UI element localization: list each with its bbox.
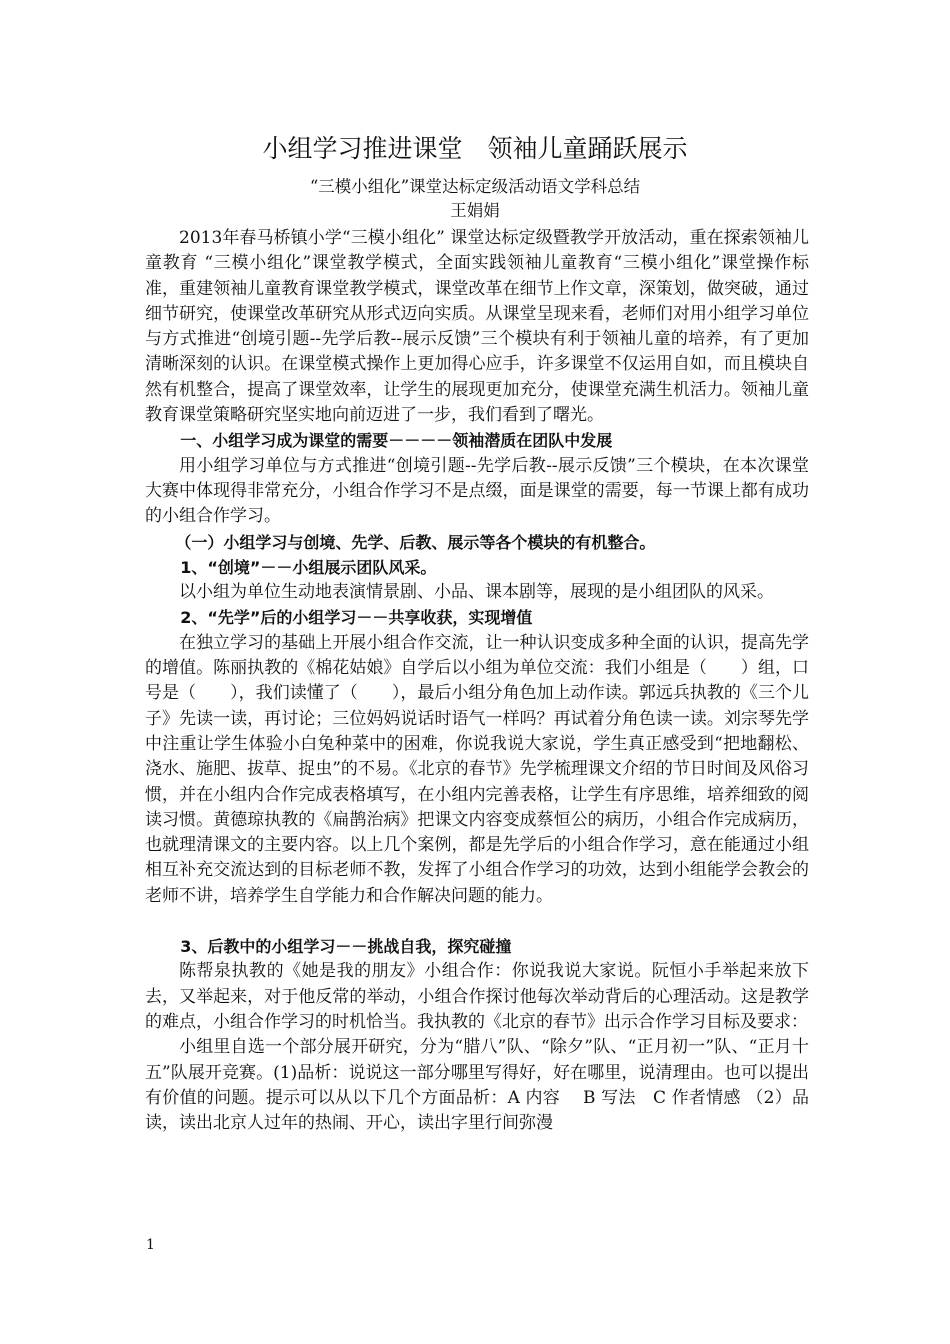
item-3-paragraph: 陈帮泉执教的《她是我的朋友》小组合作：你说我说大家说。阮恒小手举起来放下去，又举起来，对于他反常的举动，小组合作探讨他每次举动背后的心理活动。这是教学的难点，小组合作学习的时机恰当。我执教的《北京的春节》出示合作学习目标及要求： <box>145 961 809 1032</box>
document-title: 小组学习推进课堂 领袖儿童踊跃展示 <box>262 134 688 163</box>
item-3-task-paragraph: 小组里自选一个部分展开研究，分为“腊八”队、“除夕”队、“正月初一”队、“正月十五”队展开竞赛。(1)品析：说说这一部分哪里写得好，好在哪里，说清理由。也可以提出有价值的问题。提示可以从以下几个方面品析：A 内容 B 写法 C 作者情感 （2）品读，读出北京人过年的热闹、开心，读出字里行间弥漫 <box>145 1037 809 1134</box>
page-number: 1 <box>146 1237 155 1253</box>
section-1-paragraph: 用小组学习单位与方式推进“创境引题--先学后教--展示反馈”三个模块，在本次课堂大赛中体现得非常充分，小组合作学习不是点缀，面是课堂的需要，每一节课上都有成功的小组合作学习。 <box>145 455 809 527</box>
intro-paragraph: 2013年春马桥镇小学“三模小组化” 课堂达标定级暨教学开放活动，重在探索领袖儿童教育 “三模小组化”课堂教学模式，全面实践领袖儿童教育“三模小组化”课堂操作标准，重建领袖儿童教育课堂教学模式，课堂改革在细节上作文章，深策划，做突破，通过细节研究，使课堂改革研究从形式迈向实质。从课堂呈现来看，老师们对用小组学习单位与方式推进“创境引题--先学后教--展示反馈”三个模块有利于领袖儿童的培养，有了更加清晰深刻的认识。在课堂模式操作上更加得心应手，许多课堂不仅运用自如，而且模块自然有机整合，提高了课堂效率，让学生的展现更加充分，使课堂充满生机活力。领袖儿童教育课堂策略研究坚实地向前迈进了一步，我们看到了曙光。 <box>145 228 809 426</box>
document-body <box>145 226 809 1136</box>
item-2-paragraph: 在独立学习的基础上开展小组合作交流，让一种认识变成多种全面的认识，提高先学的增值。陈丽执教的《棉花姑娘》自学后以小组为单位交流：我们小组是（ ）组，口号是（ ），我们读懂了（ ），最后小组分角色加上动作读。郭远兵执教的《三个儿子》先读一读，再讨论；三位妈妈说话时语气一样吗？再试着分角色读一读。刘宗琴先学中注重让学生体验小白兔种菜中的困难，你说我说大家说，学生真正感受到“把地翻松、浇水、施肥、拔草、捉虫”的不易。《北京的春节》先学梳理课文介绍的节日时间及风俗习惯，并在小组内合作完成表格填写，在小组内完善表格，让学生有序思维，培养细致的阅读习惯。黄德琼执教的《扁鹊治病》把课文内容变成蔡恒公的病历，小组合作完成病历，也就理清课文的主要内容。以上几个案例，都是先学后的小组合作学习，意在能通过小组相互补充交流达到的目标老师不教，发挥了小组合作学习的功效，达到小组能学会教会的老师不讲，培养学生自学能力和合作解决问题的能力。 <box>145 632 809 906</box>
document-subtitle: “三模小组化”课堂达标定级活动语文学科总结 <box>309 177 641 196</box>
section-heading-1: 一、小组学习成为课堂的需要－－－－领袖潜质在团队中发展 <box>180 431 613 451</box>
item-1-paragraph: 以小组为单位生动地表演情景剧、小品、课本剧等，展现的是小组团队的风采。 <box>179 582 774 603</box>
item-heading-2: 2、“先学”后的小组学习－－共享收获，实现增值 <box>180 608 533 628</box>
blank-line <box>145 909 809 934</box>
author-name: 王娟娟 <box>450 201 500 220</box>
item-heading-3: 3、后教中的小组学习－－挑战自我，探究碰撞 <box>180 937 512 957</box>
subsection-heading-1: （一）小组学习与创境、先学、后教、展示等各个模块的有机整合。 <box>175 532 656 552</box>
item-heading-1: 1、“创境”－－小组展示团队风采。 <box>180 557 437 577</box>
